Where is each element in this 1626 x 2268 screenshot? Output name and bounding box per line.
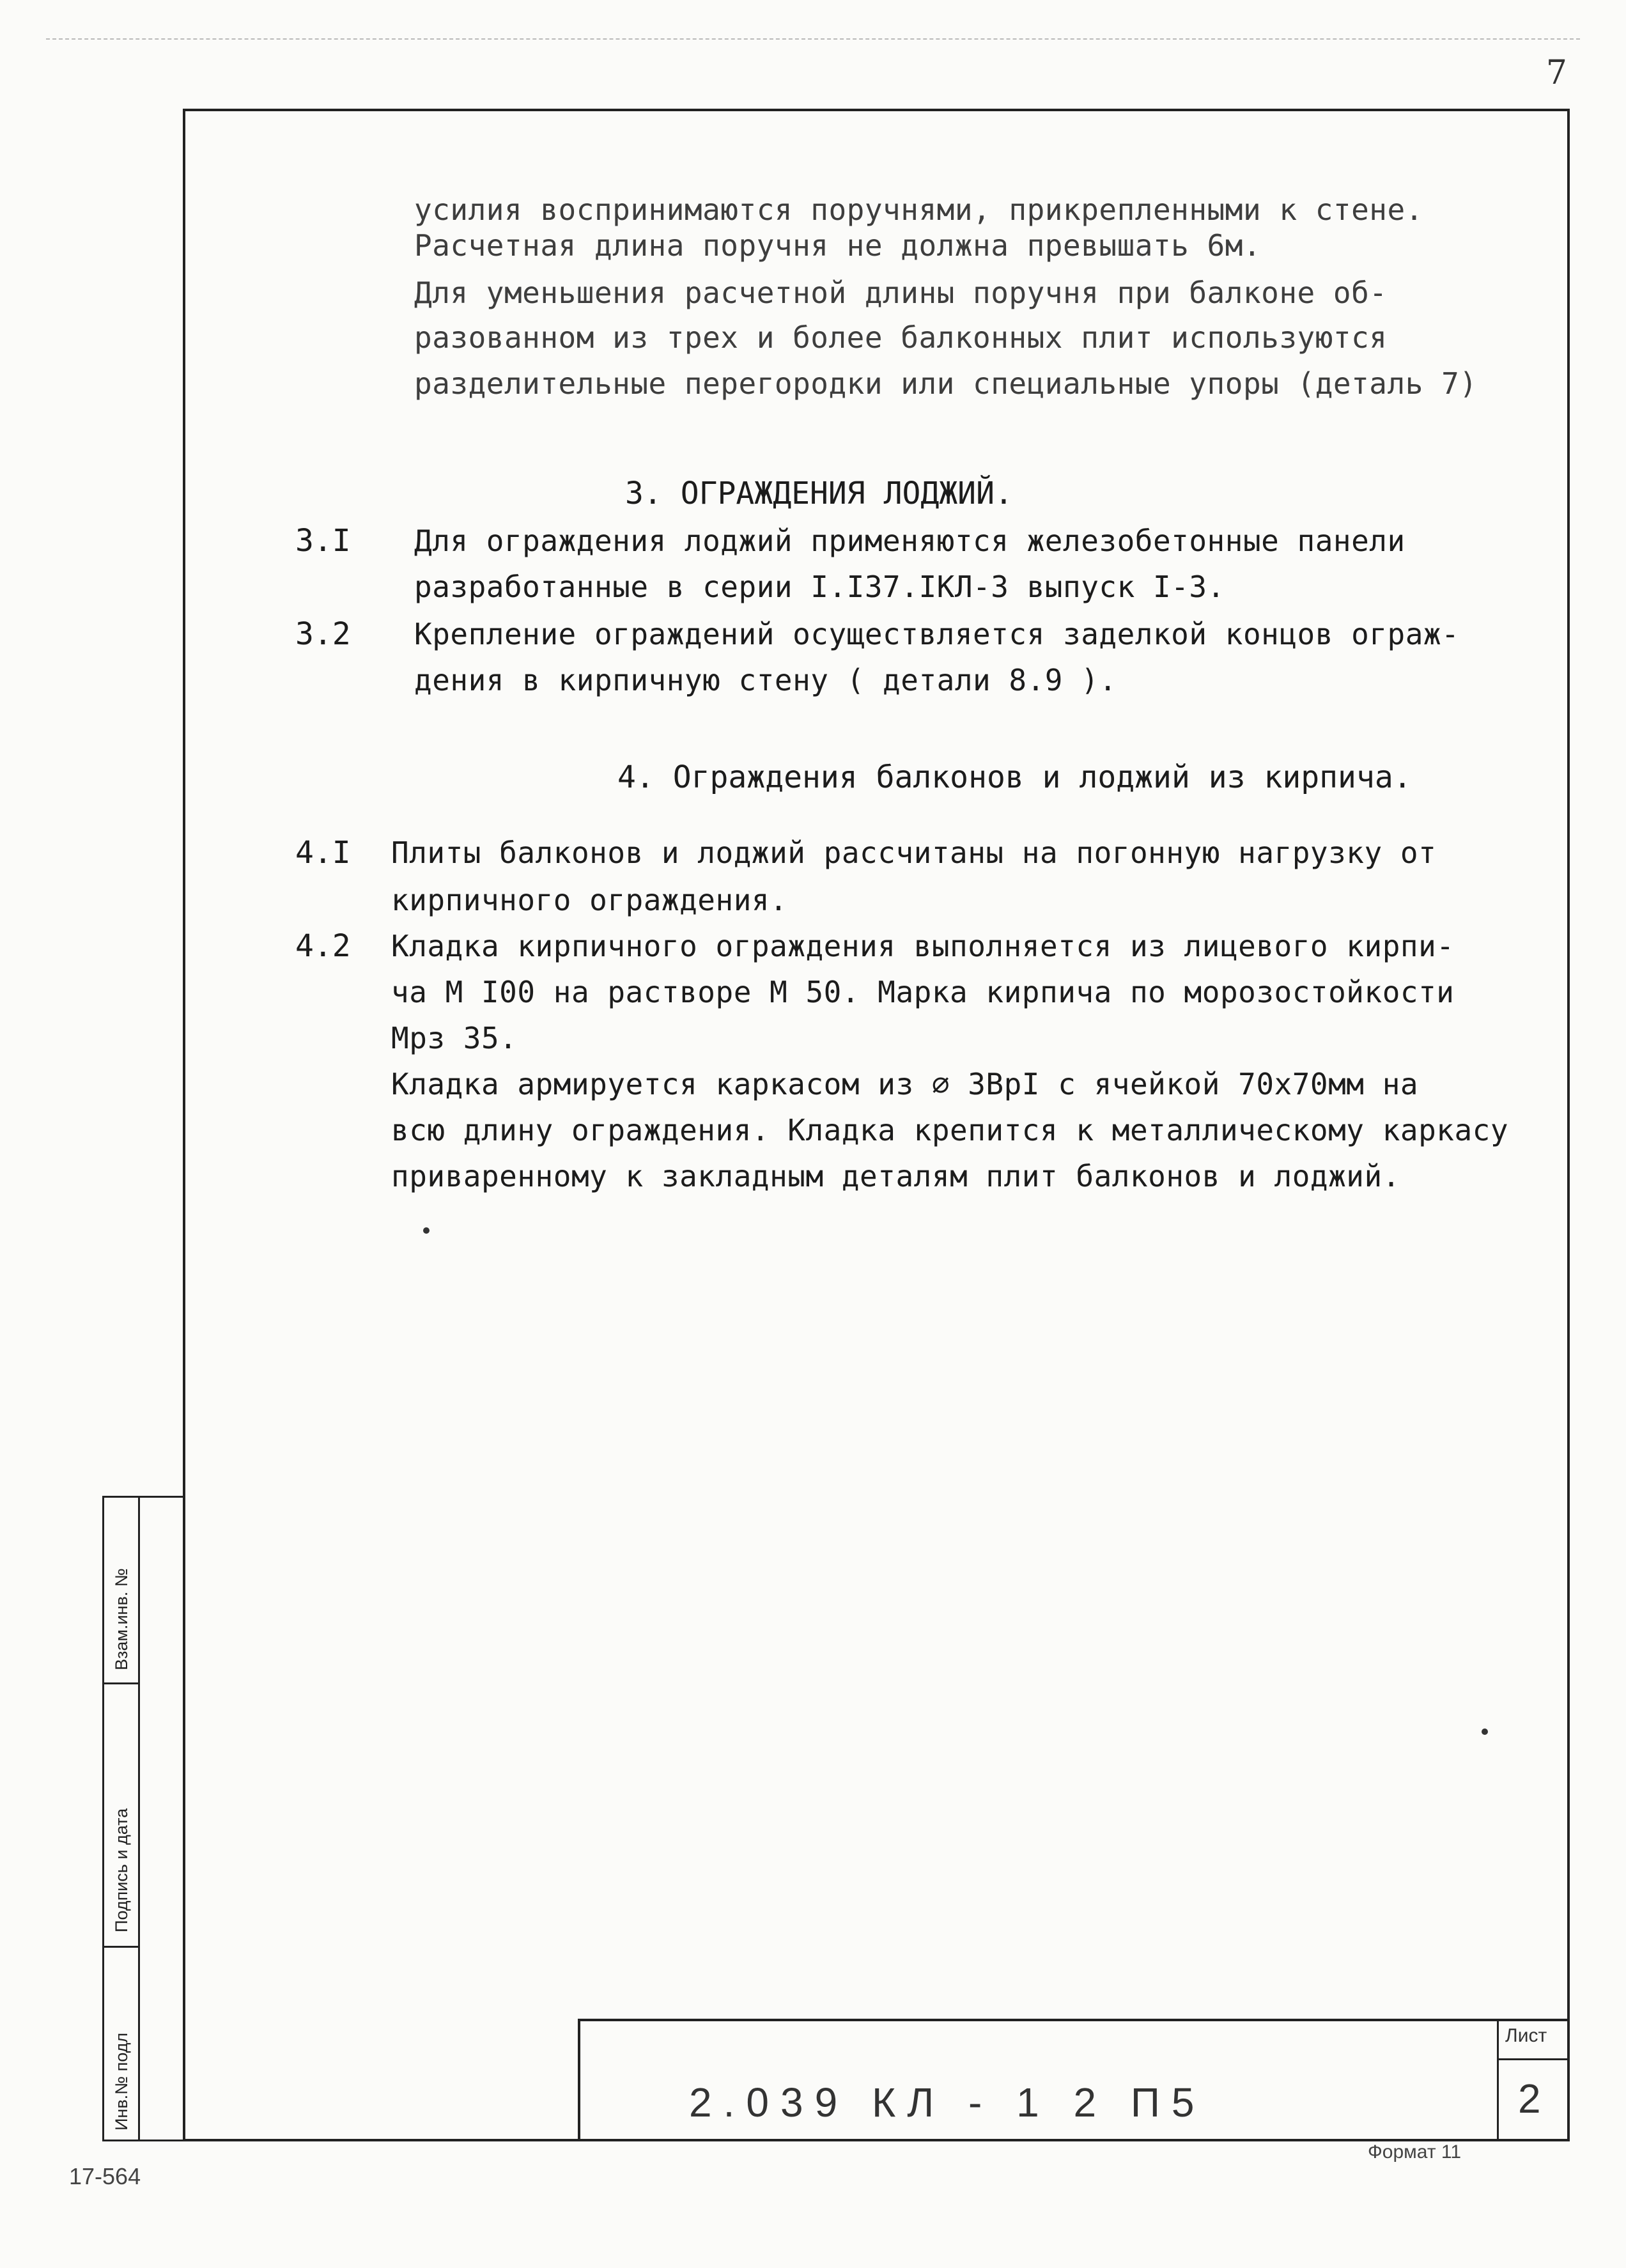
item-line: Кладка армируется каркасом из ∅ 3ВрI с ячейкой 70х70мм на <box>391 1067 1419 1101</box>
item-line: кирпичного ограждения. <box>391 883 788 917</box>
item-number: 4.I <box>295 835 351 871</box>
format-label: Формат 11 <box>1368 2141 1462 2163</box>
side-approval-strip <box>102 1496 185 2141</box>
stray-dot <box>423 1227 430 1234</box>
item-line: разработанные в серии I.I37.IКЛ-3 выпуск I-3. <box>414 570 1225 604</box>
title-stamp <box>578 2019 1570 2141</box>
item-line: Мрз 35. <box>391 1021 518 1055</box>
item-line: ча М I00 на растворе М 50. Марка кирпича по морозостойкости <box>391 975 1455 1009</box>
item-line: всю длину ограждения. Кладка крепится к металлическому каркасу <box>391 1113 1509 1147</box>
body-line: Расчетная длина поручня не должна превышать 6м. <box>414 228 1262 263</box>
item-line: приваренному к закладным деталям плит балконов и лоджий. <box>391 1159 1400 1193</box>
side-label: Инв.№ подл <box>112 2032 131 2131</box>
item-number: 3.I <box>295 523 351 559</box>
item-line: Плиты балконов и лоджий рассчитаны на погонную нагрузку от <box>391 835 1437 870</box>
corner-mark: 7 <box>1545 54 1567 92</box>
item-number: 4.2 <box>295 928 351 964</box>
section-4-heading: 4. Ограждения балконов и лоджий из кирпича. <box>617 759 1412 795</box>
item-number: 3.2 <box>295 616 351 652</box>
side-label: Взам.инв. № <box>112 1568 131 1670</box>
item-line: Кладка кирпичного ограждения выполняется из лицевого кирпи- <box>391 929 1455 963</box>
sheet-cell <box>1497 2021 1567 2139</box>
item-line: Крепление ограждений осуществляется заделкой концов ограж- <box>414 617 1460 651</box>
body-line: Для уменьшения расчетной длины поручня при балконе об- <box>414 276 1388 310</box>
sheet-label: Лист <box>1505 2025 1547 2046</box>
stray-dot <box>1482 1728 1488 1735</box>
order-mark: 17-564 <box>69 2163 141 2189</box>
body-line: усилия воспринимаются поручнями, прикрепленными к стене. <box>414 192 1423 227</box>
section-3-heading: 3. ОГРАЖДЕНИЯ ЛОДЖИЙ. <box>625 476 1013 511</box>
item-line: дения в кирпичную стену ( детали 8.9 ). <box>414 663 1117 697</box>
body-line: разованном из трех и более балконных плит используются <box>414 320 1388 355</box>
sheet-number: 2 <box>1518 2076 1541 2122</box>
stamp-code: 2.039 КЛ - 1 2 П5 <box>689 2079 1206 2125</box>
body-line: разделительные перегородки или специальные упоры (деталь 7) <box>414 366 1478 401</box>
side-label: Подпись и дата <box>112 1808 131 1932</box>
item-line: Для ограждения лоджий применяются железобетонные панели <box>414 524 1405 558</box>
